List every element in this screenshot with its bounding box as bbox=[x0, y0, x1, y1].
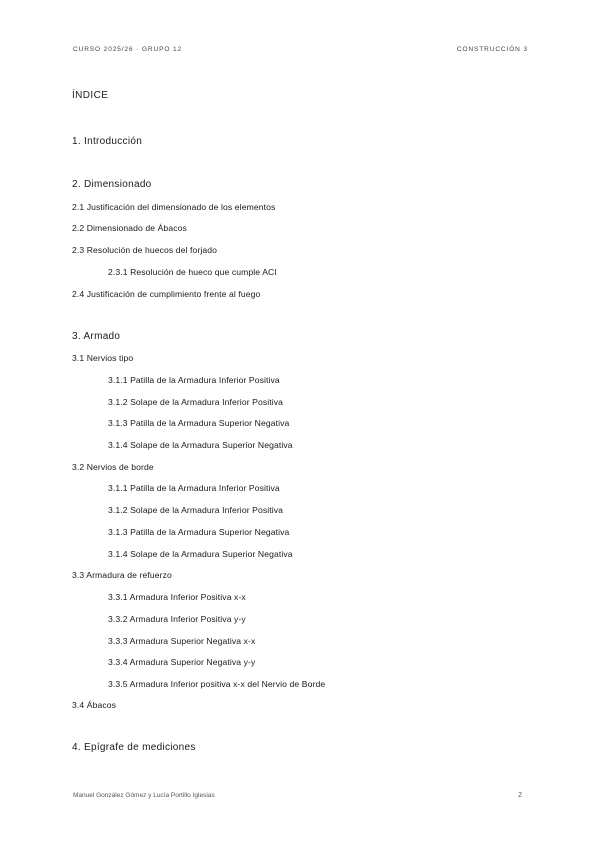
toc-item-3-3: 3.3 Armadura de refuerzo bbox=[72, 570, 172, 580]
toc-item-3-1-4: 3.1.4 Solape de la Armadura Superior Negativa bbox=[108, 440, 293, 450]
header-course: CURSO 2025/26 · GRUPO 12 bbox=[73, 46, 183, 53]
toc-item-3-3-4: 3.3.4 Armadura Superior Negativa y-y bbox=[108, 657, 256, 667]
footer-page-number: 2 bbox=[518, 792, 522, 799]
toc-item-3-3-3: 3.3.3 Armadura Superior Negativa x-x bbox=[108, 636, 256, 646]
toc-item-3-2-2: 3.1.2 Solape de la Armadura Inferior Positiva bbox=[108, 505, 284, 515]
toc-section-armado: 3. Armado bbox=[72, 331, 121, 342]
toc-section-introduccion: 1. Introducción bbox=[72, 136, 143, 147]
toc-item-2-3-1: 2.3.1 Resolución de hueco que cumple ACI bbox=[108, 267, 277, 277]
toc-item-3-3-2: 3.3.2 Armadura Inferior Positiva y-y bbox=[108, 614, 246, 624]
toc-item-3-2-3: 3.1.3 Patilla de la Armadura Superior Negativa bbox=[108, 527, 290, 537]
toc-item-3-4: 3.4 Ábacos bbox=[72, 700, 116, 710]
toc-item-3-1-1: 3.1.1 Patilla de la Armadura Inferior Positiva bbox=[108, 375, 280, 385]
toc-section-mediciones: 4. Epígrafe de mediciones bbox=[72, 742, 196, 753]
toc-item-3-1-2: 3.1.2 Solape de la Armadura Inferior Positiva bbox=[108, 397, 284, 407]
toc-item-2-3: 2.3 Resolución de huecos del forjado bbox=[72, 245, 218, 255]
toc-item-3-1-3: 3.1.3 Patilla de la Armadura Superior Negativa bbox=[108, 418, 290, 428]
toc-item-2-1: 2.1 Justificación del dimensionado de los elementos bbox=[72, 202, 276, 212]
toc-item-3-2: 3.2 Nervios de borde bbox=[72, 462, 154, 472]
footer-authors: Manuel González Gómez y Lucía Portillo Iglesias bbox=[73, 792, 215, 799]
toc-item-3-2-4: 3.1.4 Solape de la Armadura Superior Negativa bbox=[108, 549, 293, 559]
toc-item-2-4: 2.4 Justificación de cumplimiento frente al fuego bbox=[72, 289, 261, 299]
toc-section-dimensionado: 2. Dimensionado bbox=[72, 179, 152, 190]
toc-item-3-2-1: 3.1.1 Patilla de la Armadura Inferior Positiva bbox=[108, 483, 280, 493]
header-subject: CONSTRUCCIÓN 3 bbox=[456, 46, 528, 53]
page-title: ÍNDICE bbox=[72, 90, 109, 101]
toc-item-3-3-5: 3.3.5 Armadura Inferior positiva x-x del Nervio de Borde bbox=[108, 679, 326, 689]
toc-item-3-1: 3.1 Nervios tipo bbox=[72, 353, 134, 363]
toc-item-3-3-1: 3.3.1 Armadura Inferior Positiva x-x bbox=[108, 592, 246, 602]
toc-item-2-2: 2.2 Dimensionado de Ábacos bbox=[72, 223, 187, 233]
